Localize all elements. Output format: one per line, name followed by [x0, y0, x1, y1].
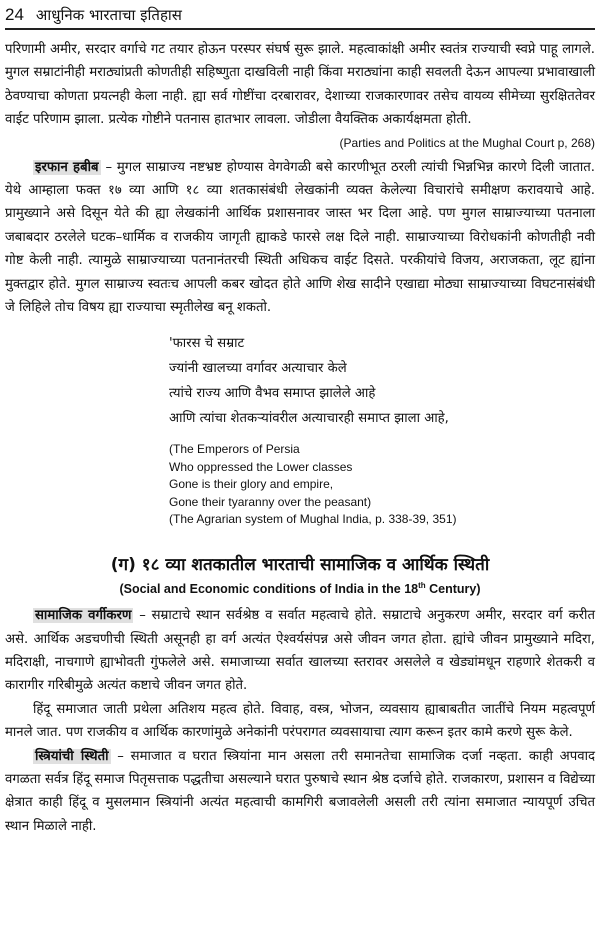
page-header [5, 4, 595, 30]
highlight-term-women-status: स्त्रियांची स्थिती [35, 748, 109, 764]
paragraph-4: हिंदू समाजात जाती प्रथेला अतिशय महत्व होते. विवाह, वस्त्र, भोजन, व्यवसाय ह्याबाबतीत जातींचे नियम महत्वपूर्ण मानले जात. पण राजकीय व आर्थिक कारणांमुळे अनेकांनी परंपरागत व्यवसायाचा त्याग करून इतर कामे करणे सुरू केले. [5, 701, 595, 741]
poem-marathi [169, 331, 595, 431]
poem-en-line: Who oppressed the Lower classes [169, 459, 353, 474]
paragraph-2 [5, 156, 595, 320]
citation-1: (Parties and Politics at the Mughal Court p, 268) [339, 135, 595, 150]
poem-en-line: Gone their tyaranny over the peasant) [169, 494, 372, 509]
poem-line: आणि त्यांचा शेतकऱ्यांवरील अत्याचारही समाप्त झाला आहे, [169, 411, 449, 427]
poem-line: 'फारस चे सम्राट [169, 336, 245, 352]
poem-en-line: Gone is their glory and empire, [169, 477, 334, 492]
paragraph-3 [5, 604, 595, 698]
poem-line: त्यांचे राज्य आणि वैभव समाप्त झालेले आहे [169, 386, 376, 402]
poem-en-line: (The Emperors of Persia [169, 442, 300, 457]
highlight-term-social-classification: सामाजिक वर्गीकरण [35, 608, 132, 624]
poem-english [169, 441, 595, 529]
paragraph-3-text: – सम्राटाचे स्थान सर्वश्रेष्ठ व सर्वात महत्वाचे होते. सम्राटाचे अनुकरण अमीर, सरदार वर्ग करीत असे. आर्थिक अडचणीची स्थिती असूनही हा वर्ग अत्यंत ऐश्वर्यसंपन्न असे जीवन जगत होता. ह्यांचे जीवन प्रामुख्याने मदिरा, मदिराक्षी, नाचगाणे ह्याभोवती गुंफलेले असे. समाजाच्या सर्वात खालच्या स्तरावर असलेले व खेड्यांमधून राहणारे शेतकरी व कारागीर गरिबीमुळे अत्यंत कष्टाचे जीवन जगत होते. [5, 608, 595, 694]
paragraph-5 [5, 745, 595, 839]
highlight-term-irfan-habib: इरफान हबीब [35, 159, 99, 175]
page-body [5, 38, 595, 838]
page-number: 24 [5, 5, 24, 24]
poem-line: ज्यांनी खालच्या वर्गावर अत्याचार केले [169, 361, 347, 377]
poem-en-citation: (The Agrarian system of Mughal India, p. 338-39, 351) [169, 512, 457, 527]
section-subheading: (Social and Economic conditions of India in the 18th Century) [119, 580, 481, 597]
paragraph-2-text: – मुगल साम्राज्य नष्टभ्रष्ट होण्यास वेगवेगळी बसे कारणीभूत ठरली त्यांची भिन्नभिन्न कारणे दिली जातात. येथे आम्हाला फक्त १७ व्या आणि १८ व्या शतकासंबंधी लेखकांनी व्यक्त केलेल्या विचारांचे समीक्षण करावयाचे आहे. प्रामुख्याने असे दिसून येते की ह्या लेखकांनी आर्थिक प्रशासनावर जास्त भर दिला आहे. पण मुगल साम्राज्याच्या पतनाला जबाबदार ठरलेले घटक–धार्मिक व राजकीय जागृती ह्याकडे फारसे लक्ष दिले नाही. साम्राज्याच्या विरोधकांनी कोणतीही नवी गोष्ट केली नाही. त्यामुळे साम्राज्याच्या पतनानंतरची स्थिती अधिकच वाईट दिसते. परकीयांचे विजय, अराजकता, लूट ह्यांना मुक्तद्वार होते. मुगल साम्राज्य स्वतःच आपली कबर खोदत होते आणि शेख सादीने एखाद्या मोठ्या साम्राज्याच्या विघटनासंबंधी जे लिहिले तोच विषय ह्या राज्याचा स्मृतीलेख बनू शकतो. [5, 159, 595, 316]
paragraph-5-text: – समाजात व घरात स्त्रियांना मान असला तरी समानतेचा सामाजिक दर्जा नव्हता. काही अपवाद वगळता सर्वत्र हिंदू समाज पितृसत्ताक पद्धतीचा असल्याने घरात पुरुषाचे स्थान श्रेष्ठ दर्जाचे होते. राजकारण, प्रशासन व विद्येच्या क्षेत्रात काही हिंदू व मुसलमान स्त्रियांनी अत्यंत महत्वाची कामगिरी बजावलेली असली तरी त्यांना समाजात न्यायपूर्ण उचित स्थान मिळाले नाही. [5, 748, 595, 834]
paragraph-1: परिणामी अमीर, सरदार वर्गाचे गट तयार होऊन परस्पर संघर्ष सुरू झाले. महत्वाकांक्षी अमीर स्वतंत्र राज्याची स्वप्ने पाहू लागले. मुगल सम्राटांनीही मराठ्यांप्रती कोणतीही सहिष्णुता दाखविली नाही किंवा मराठ्यांना काही सवलती देऊन आपल्या प्रभावाखाली ठेवण्याचा कोणता प्रयत्नही केला नाही. ह्या सर्व गोष्टींचा दरबारावर, देशाच्या राजकारणावर तसेच वायव्य सीमेच्या सुरक्षिततेवर वाईट परिणाम झाला. प्रत्येक गोष्टीने पतनास हातभार लावला. जोडीला वैयक्तिक अकार्यक्षमता होती. [5, 42, 595, 128]
section-heading: (ग) १८ व्या शतकातील भारताची सामाजिक व आर्थिक स्थिती [110, 554, 490, 575]
running-title: आधुनिक भारताचा इतिहास [35, 6, 182, 24]
